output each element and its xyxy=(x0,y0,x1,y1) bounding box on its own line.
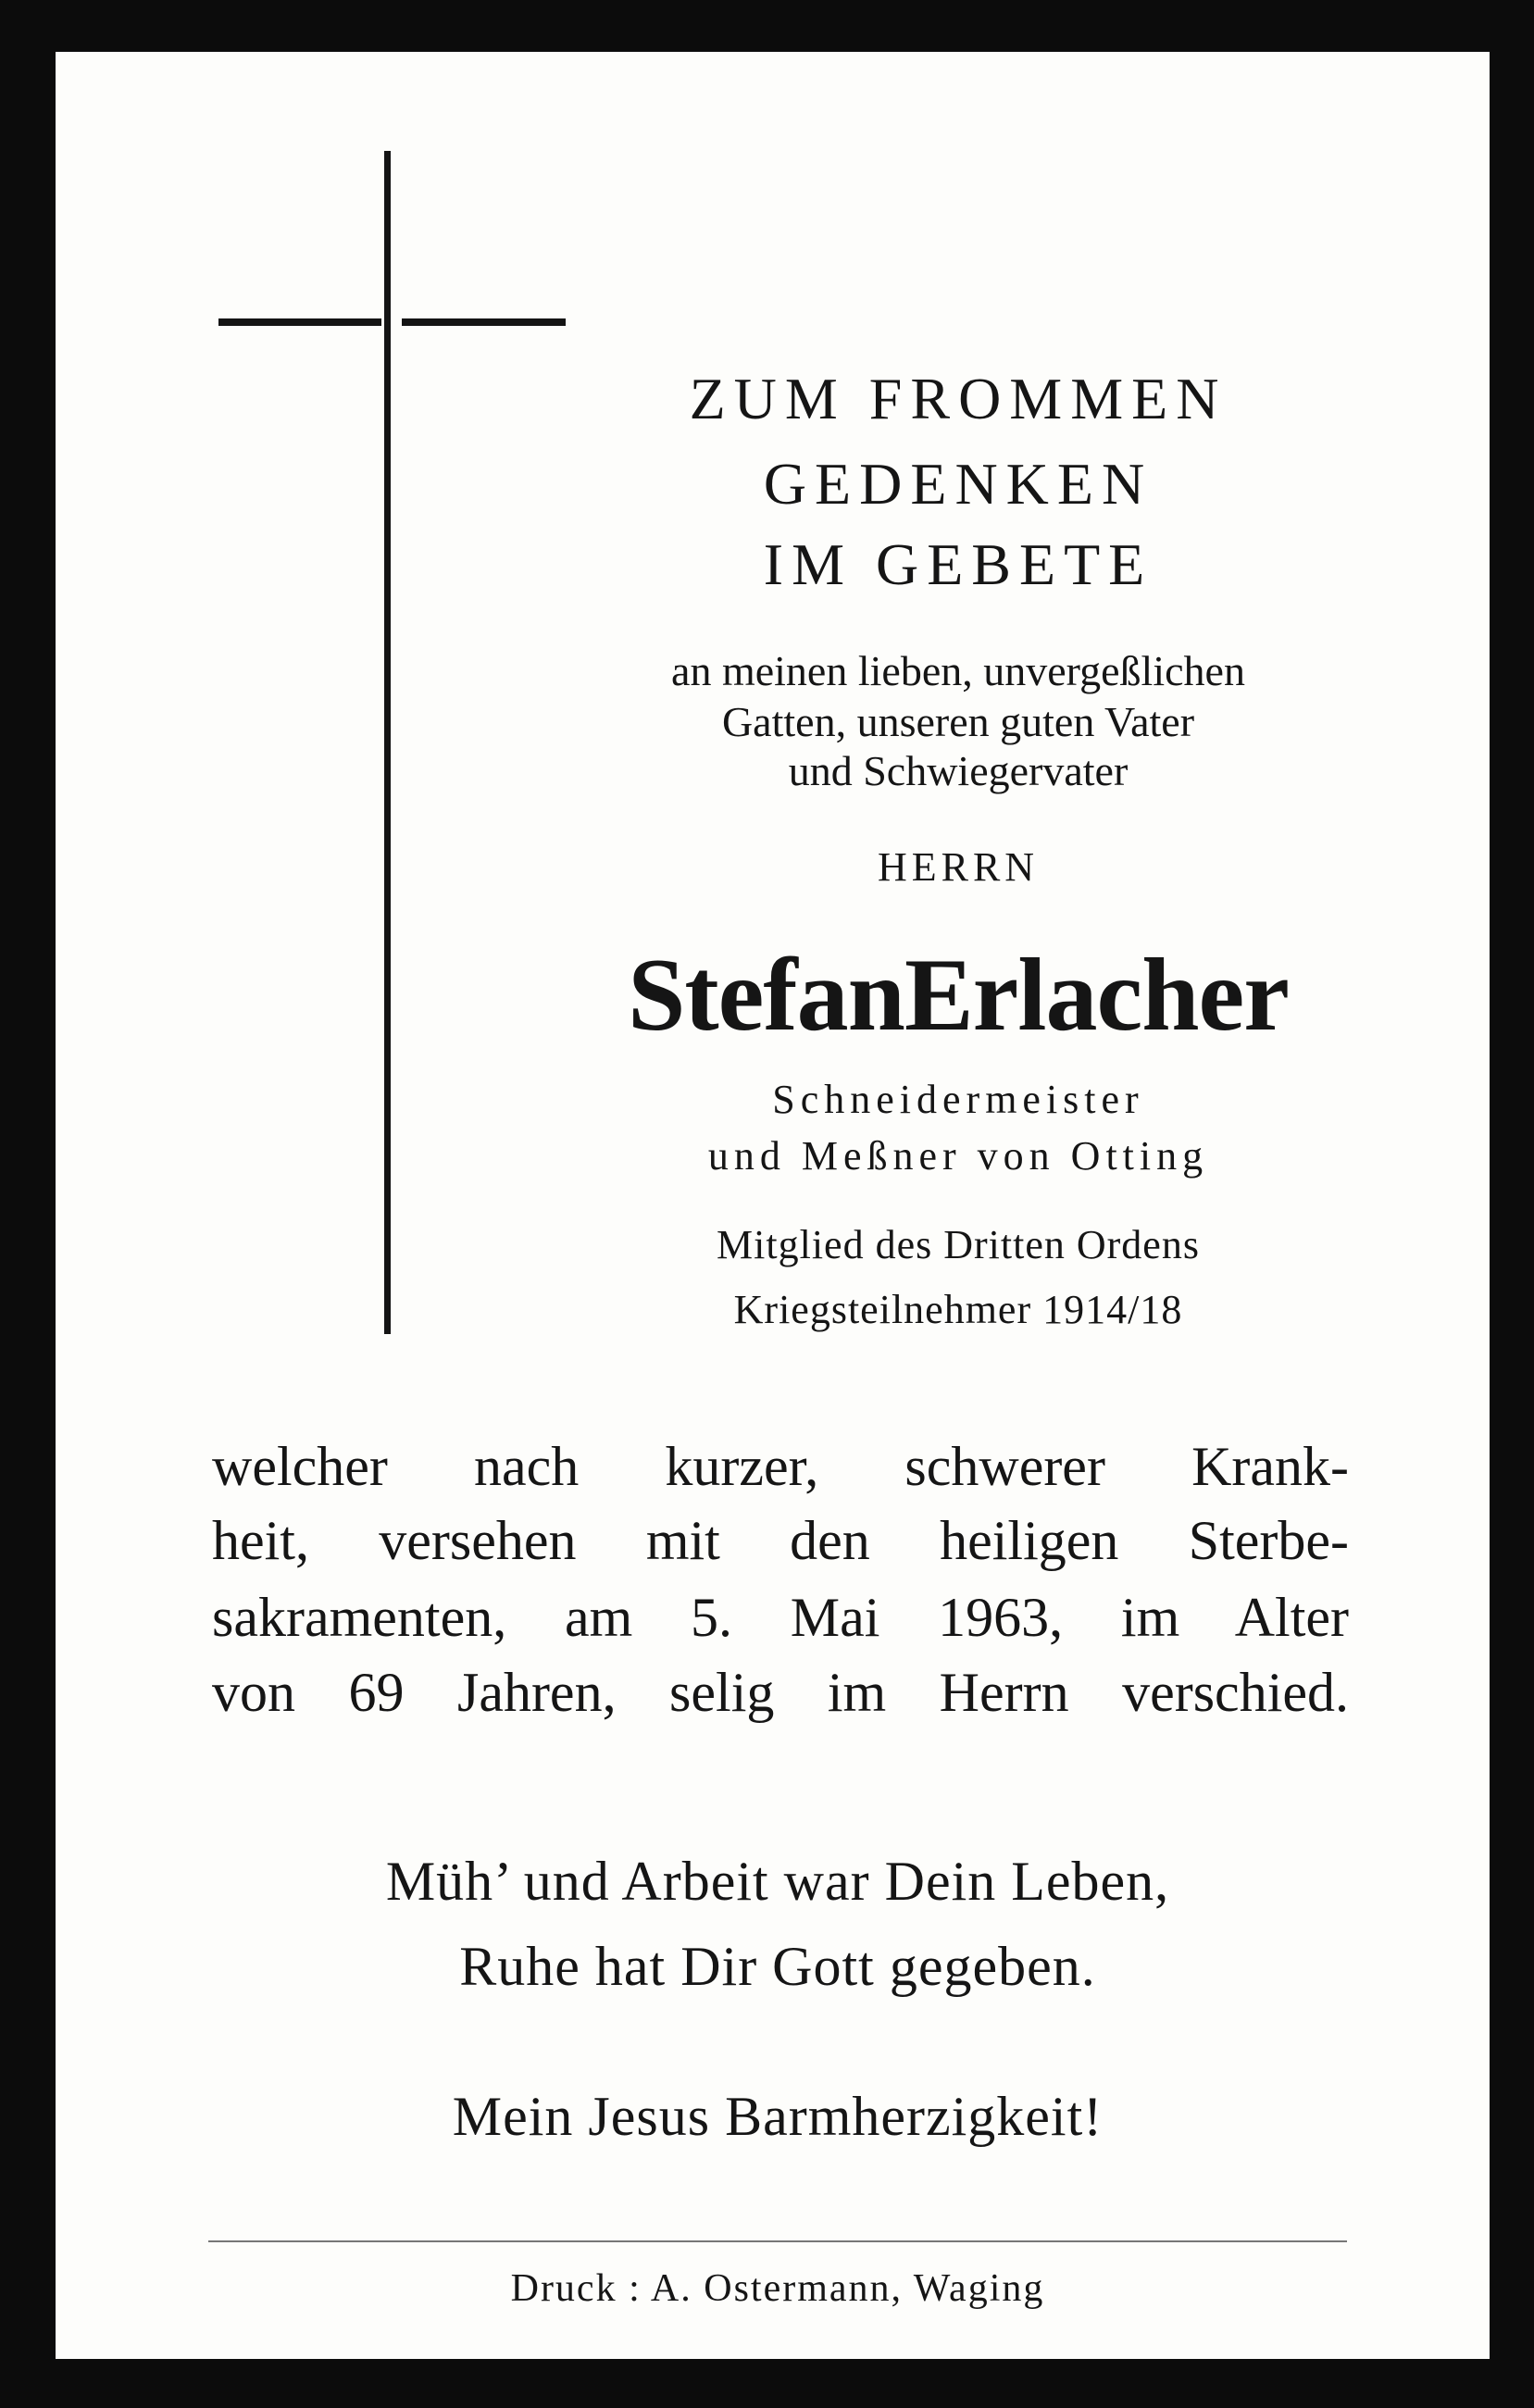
heading-line-2: GEDENKEN xyxy=(763,451,1154,517)
deceased-name: StefanErlacher xyxy=(628,938,1289,1053)
cross-left-arm xyxy=(218,318,381,326)
verse-line-1: Müh’ und Arbeit war Dein Leben, xyxy=(385,1851,1170,1912)
paragraph-line-3: sakramenten, am 5. Mai 1963, im Alter xyxy=(212,1587,1349,1648)
cross-vertical-bar xyxy=(384,151,391,1334)
cross-right-arm xyxy=(402,318,566,326)
intro-line-2: Gatten, unseren guten Vater xyxy=(721,698,1195,745)
heading-line-3: IM GEBETE xyxy=(763,531,1154,597)
verse-line-2: Ruhe hat Dir Gott gegeben. xyxy=(459,1936,1096,1997)
membership-line-2: Kriegsteilnehmer 1914/18 xyxy=(733,1287,1183,1332)
intro-line-3: und Schwiegervater xyxy=(788,747,1129,794)
salutation: HERRN xyxy=(877,844,1040,890)
occupation-line-1: Schneidermeister xyxy=(772,1077,1144,1122)
occupation-line-2: und Meßner von Otting xyxy=(707,1133,1209,1179)
intro-line-1: an meinen lieben, unvergeßlichen xyxy=(671,647,1245,694)
divider xyxy=(208,2240,1347,2242)
prayer: Mein Jesus Barmherzigkeit! xyxy=(452,2086,1104,2147)
membership-line-1: Mitglied des Dritten Ordens xyxy=(717,1222,1200,1267)
paragraph-line-4: von 69 Jahren, selig im Herrn verschied. xyxy=(212,1662,1349,1723)
paragraph-line-2: heit, versehen mit den heiligen Sterbe- xyxy=(212,1510,1349,1571)
heading-line-1: ZUM FROMMEN xyxy=(689,366,1228,431)
paragraph-line-1: welcher nach kurzer, schwerer Krank- xyxy=(212,1436,1349,1497)
printer-credit: Druck : A. Ostermann, Waging xyxy=(510,2267,1045,2310)
